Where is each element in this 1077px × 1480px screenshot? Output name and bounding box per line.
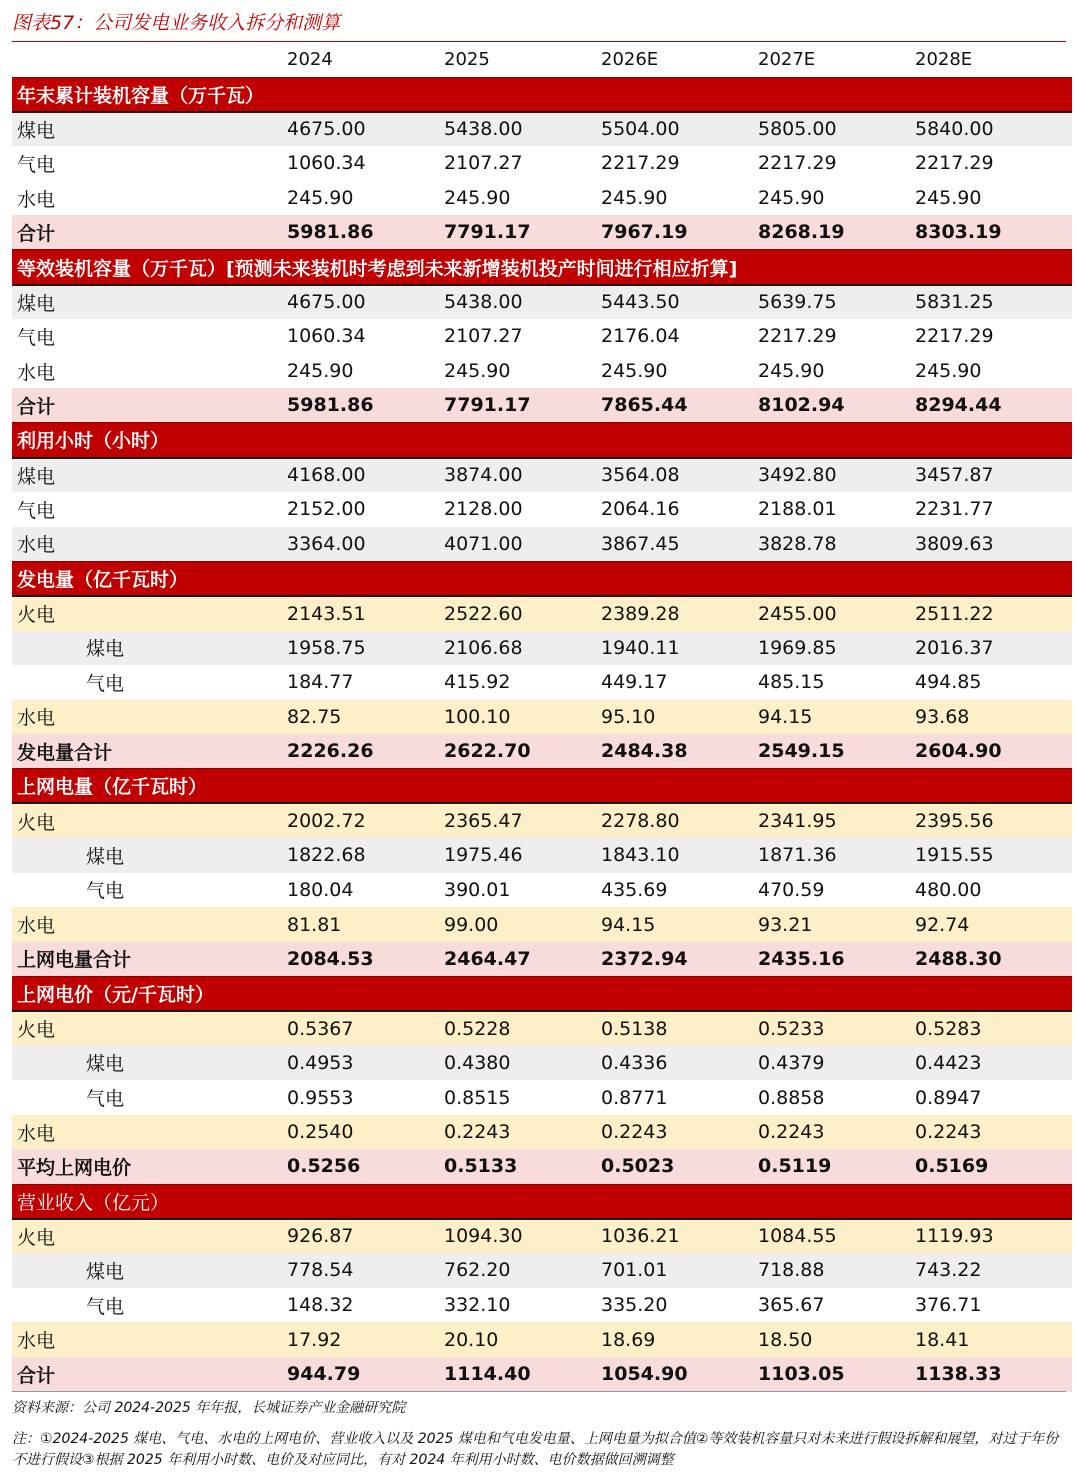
value-cell: 4168.00	[287, 458, 444, 493]
value-cell: 480.00	[915, 873, 1072, 908]
value-cell: 2084.53	[287, 942, 444, 977]
row-label: 水电	[12, 354, 287, 389]
value-cell: 245.90	[287, 354, 444, 389]
row-label: 火电	[12, 1219, 287, 1254]
value-cell: 0.5283	[915, 1011, 1072, 1046]
value-cell: 245.90	[601, 181, 758, 216]
table-row	[12, 873, 1072, 908]
value-cell: 0.5228	[444, 1011, 601, 1046]
value-cell: 81.81	[287, 907, 444, 942]
value-cell: 3874.00	[444, 458, 601, 493]
value-cell: 1060.34	[287, 319, 444, 354]
total-row	[12, 388, 1072, 423]
header-label-cell	[12, 43, 287, 77]
value-cell: 245.90	[915, 354, 1072, 389]
footer-divider	[12, 1391, 1066, 1392]
section-header-row	[12, 769, 1072, 804]
value-cell: 3828.78	[758, 527, 915, 562]
value-cell: 8303.19	[915, 215, 1072, 250]
row-label: 水电	[12, 181, 287, 216]
value-cell: 245.90	[444, 181, 601, 216]
value-cell: 4675.00	[287, 112, 444, 147]
value-cell: 1843.10	[601, 838, 758, 873]
value-cell: 2217.29	[758, 319, 915, 354]
value-cell: 3564.08	[601, 458, 758, 493]
value-cell: 0.5023	[601, 1149, 758, 1184]
value-cell: 1094.30	[444, 1219, 601, 1254]
value-cell: 18.50	[758, 1322, 915, 1357]
value-cell: 0.2243	[758, 1115, 915, 1150]
row-label: 气电	[12, 1080, 287, 1115]
value-cell: 2341.95	[758, 803, 915, 838]
value-cell: 93.21	[758, 907, 915, 942]
value-cell: 1060.34	[287, 146, 444, 181]
value-cell: 390.01	[444, 873, 601, 908]
header-year: 2026E	[601, 49, 659, 71]
value-cell: 5981.86	[287, 215, 444, 250]
value-cell: 2188.01	[758, 492, 915, 527]
value-cell: 4675.00	[287, 285, 444, 320]
row-label: 煤电	[12, 631, 287, 666]
value-cell: 184.77	[287, 665, 444, 700]
value-cell: 3492.80	[758, 458, 915, 493]
title-divider	[12, 41, 1066, 42]
value-cell: 2106.68	[444, 631, 601, 666]
value-cell: 415.92	[444, 665, 601, 700]
value-cell: 2389.28	[601, 596, 758, 631]
table-row	[12, 631, 1072, 666]
row-label: 煤电	[12, 1253, 287, 1288]
table-row	[12, 354, 1072, 389]
value-cell: 2435.16	[758, 942, 915, 977]
row-label: 气电	[12, 873, 287, 908]
value-cell: 8102.94	[758, 388, 915, 423]
row-label: 平均上网电价	[12, 1149, 287, 1184]
row-label: 水电	[12, 1322, 287, 1357]
value-cell: 7865.44	[601, 388, 758, 423]
total-row	[12, 1357, 1072, 1392]
table-row	[12, 527, 1072, 562]
value-cell: 0.4953	[287, 1046, 444, 1081]
value-cell: 245.90	[758, 181, 915, 216]
table-row	[12, 838, 1072, 873]
row-label: 煤电	[12, 112, 287, 147]
value-cell: 5981.86	[287, 388, 444, 423]
value-cell: 1084.55	[758, 1219, 915, 1254]
value-cell: 245.90	[758, 354, 915, 389]
value-cell: 18.41	[915, 1322, 1072, 1357]
section-title: 年末累计装机容量（万千瓦）	[12, 77, 1072, 112]
value-cell: 1915.55	[915, 838, 1072, 873]
value-cell: 94.15	[758, 700, 915, 735]
value-cell: 4071.00	[444, 527, 601, 562]
table-row	[12, 285, 1072, 320]
row-label: 气电	[12, 492, 287, 527]
value-cell: 2395.56	[915, 803, 1072, 838]
value-cell: 0.5367	[287, 1011, 444, 1046]
row-label: 火电	[12, 596, 287, 631]
value-cell: 1138.33	[915, 1357, 1072, 1392]
source-text: 资料来源：公司 2024-2025 年年报，长城证券产业金融研究院	[12, 1400, 406, 1416]
header-row	[12, 43, 1072, 77]
value-cell: 2152.00	[287, 492, 444, 527]
value-cell: 7791.17	[444, 215, 601, 250]
value-cell: 0.4336	[601, 1046, 758, 1081]
value-cell: 93.68	[915, 700, 1072, 735]
table-row	[12, 181, 1072, 216]
value-cell: 5438.00	[444, 285, 601, 320]
value-cell: 2226.26	[287, 734, 444, 769]
table-row	[12, 1080, 1072, 1115]
value-cell: 718.88	[758, 1253, 915, 1288]
value-cell: 2217.29	[758, 146, 915, 181]
value-cell: 926.87	[287, 1219, 444, 1254]
row-label: 煤电	[12, 1046, 287, 1081]
value-cell: 1103.05	[758, 1357, 915, 1392]
value-cell: 0.5138	[601, 1011, 758, 1046]
section-title: 上网电量（亿千瓦时）	[12, 769, 1072, 804]
table-row	[12, 700, 1072, 735]
value-cell: 1940.11	[601, 631, 758, 666]
row-label: 火电	[12, 1011, 287, 1046]
forecast-table	[12, 43, 1072, 1392]
section-title: 发电量（亿千瓦时）	[12, 561, 1072, 596]
value-cell: 0.5133	[444, 1149, 601, 1184]
value-cell: 449.17	[601, 665, 758, 700]
value-cell: 5443.50	[601, 285, 758, 320]
value-cell: 494.85	[915, 665, 1072, 700]
value-cell: 0.8771	[601, 1080, 758, 1115]
value-cell: 0.2243	[444, 1115, 601, 1150]
value-cell: 2064.16	[601, 492, 758, 527]
value-cell: 5805.00	[758, 112, 915, 147]
value-cell: 8294.44	[915, 388, 1072, 423]
value-cell: 1871.36	[758, 838, 915, 873]
section-header-row	[12, 77, 1072, 112]
value-cell: 0.8947	[915, 1080, 1072, 1115]
table-row	[12, 1046, 1072, 1081]
table-row	[12, 112, 1072, 147]
value-cell: 2484.38	[601, 734, 758, 769]
value-cell: 5504.00	[601, 112, 758, 147]
value-cell: 5639.75	[758, 285, 915, 320]
value-cell: 2604.90	[915, 734, 1072, 769]
value-cell: 701.01	[601, 1253, 758, 1288]
value-cell: 92.74	[915, 907, 1072, 942]
section-title: 等效装机容量（万千瓦）[预测未来装机时考虑到未来新增装机投产时间进行相应折算]	[12, 250, 1072, 285]
value-cell: 2372.94	[601, 942, 758, 977]
value-cell: 332.10	[444, 1288, 601, 1323]
value-cell: 245.90	[287, 181, 444, 216]
value-cell: 2522.60	[444, 596, 601, 631]
value-cell: 1975.46	[444, 838, 601, 873]
table-row	[12, 803, 1072, 838]
value-cell: 180.04	[287, 873, 444, 908]
value-cell: 5840.00	[915, 112, 1072, 147]
row-label: 上网电量合计	[12, 942, 287, 977]
value-cell: 2464.47	[444, 942, 601, 977]
value-cell: 100.10	[444, 700, 601, 735]
value-cell: 376.71	[915, 1288, 1072, 1323]
section-title: 利用小时（小时）	[12, 423, 1072, 458]
value-cell: 944.79	[287, 1357, 444, 1392]
value-cell: 0.5169	[915, 1149, 1072, 1184]
value-cell: 2002.72	[287, 803, 444, 838]
total-row	[12, 734, 1072, 769]
value-cell: 2549.15	[758, 734, 915, 769]
value-cell: 3809.63	[915, 527, 1072, 562]
table-row	[12, 492, 1072, 527]
table-row	[12, 1322, 1072, 1357]
table-row	[12, 1253, 1072, 1288]
row-label: 气电	[12, 146, 287, 181]
value-cell: 5831.25	[915, 285, 1072, 320]
value-cell: 0.4423	[915, 1046, 1072, 1081]
section-header-row	[12, 250, 1072, 285]
table-row	[12, 319, 1072, 354]
value-cell: 2622.70	[444, 734, 601, 769]
value-cell: 2488.30	[915, 942, 1072, 977]
row-label: 水电	[12, 1115, 287, 1150]
value-cell: 0.2540	[287, 1115, 444, 1150]
value-cell: 245.90	[444, 354, 601, 389]
row-label: 气电	[12, 1288, 287, 1323]
value-cell: 2455.00	[758, 596, 915, 631]
value-cell: 2016.37	[915, 631, 1072, 666]
table-row	[12, 1288, 1072, 1323]
value-cell: 2217.29	[915, 319, 1072, 354]
value-cell: 0.8515	[444, 1080, 601, 1115]
figure-title: 图表57：公司发电业务收入拆分和测算	[12, 12, 341, 34]
value-cell: 2176.04	[601, 319, 758, 354]
value-cell: 1958.75	[287, 631, 444, 666]
header-year: 2028E	[915, 49, 973, 71]
header-year: 2025	[444, 49, 490, 71]
row-label: 气电	[12, 319, 287, 354]
value-cell: 148.32	[287, 1288, 444, 1323]
value-cell: 2278.80	[601, 803, 758, 838]
value-cell: 470.59	[758, 873, 915, 908]
table-row	[12, 146, 1072, 181]
row-label: 合计	[12, 1357, 287, 1392]
value-cell: 1036.21	[601, 1219, 758, 1254]
row-label: 发电量合计	[12, 734, 287, 769]
value-cell: 2511.22	[915, 596, 1072, 631]
value-cell: 485.15	[758, 665, 915, 700]
value-cell: 2365.47	[444, 803, 601, 838]
row-label: 合计	[12, 215, 287, 250]
row-label: 煤电	[12, 458, 287, 493]
value-cell: 18.69	[601, 1322, 758, 1357]
value-cell: 365.67	[758, 1288, 915, 1323]
row-label: 气电	[12, 665, 287, 700]
row-label: 煤电	[12, 838, 287, 873]
table-row	[12, 1011, 1072, 1046]
value-cell: 8268.19	[758, 215, 915, 250]
value-cell: 82.75	[287, 700, 444, 735]
value-cell: 1969.85	[758, 631, 915, 666]
value-cell: 1119.93	[915, 1219, 1072, 1254]
value-cell: 3867.45	[601, 527, 758, 562]
value-cell: 94.15	[601, 907, 758, 942]
value-cell: 0.5119	[758, 1149, 915, 1184]
value-cell: 0.9553	[287, 1080, 444, 1115]
value-cell: 0.2243	[601, 1115, 758, 1150]
value-cell: 0.8858	[758, 1080, 915, 1115]
total-row	[12, 215, 1072, 250]
table-row	[12, 458, 1072, 493]
value-cell: 435.69	[601, 873, 758, 908]
value-cell: 0.4380	[444, 1046, 601, 1081]
value-cell: 1054.90	[601, 1357, 758, 1392]
section-header-row	[12, 561, 1072, 596]
value-cell: 1114.40	[444, 1357, 601, 1392]
value-cell: 0.5233	[758, 1011, 915, 1046]
value-cell: 743.22	[915, 1253, 1072, 1288]
section-title: 营业收入（亿元）	[12, 1184, 1072, 1219]
table-row	[12, 596, 1072, 631]
value-cell: 2217.29	[601, 146, 758, 181]
section-header-row	[12, 1184, 1072, 1219]
value-cell: 2107.27	[444, 146, 601, 181]
value-cell: 2217.29	[915, 146, 1072, 181]
row-label: 水电	[12, 907, 287, 942]
value-cell: 7967.19	[601, 215, 758, 250]
value-cell: 17.92	[287, 1322, 444, 1357]
value-cell: 2107.27	[444, 319, 601, 354]
header-year: 2024	[287, 49, 333, 71]
value-cell: 0.5256	[287, 1149, 444, 1184]
value-cell: 245.90	[915, 181, 1072, 216]
value-cell: 5438.00	[444, 112, 601, 147]
table-row	[12, 665, 1072, 700]
value-cell: 2143.51	[287, 596, 444, 631]
total-row	[12, 1149, 1072, 1184]
value-cell: 99.00	[444, 907, 601, 942]
table-row	[12, 1115, 1072, 1150]
value-cell: 1822.68	[287, 838, 444, 873]
value-cell: 2231.77	[915, 492, 1072, 527]
section-title: 上网电价（元/千瓦时）	[12, 976, 1072, 1011]
total-row	[12, 942, 1072, 977]
value-cell: 20.10	[444, 1322, 601, 1357]
row-label: 合计	[12, 388, 287, 423]
notes-text: 注：①2024-2025 煤电、气电、水电的上网电价、营业收入以及 2025 煤电和气电发电量、上网电量为拟合值②等效装机容量只对未来进行假设拆解和展望，对过于年份不进行假设③根据 2025 年利用小时数、电价及对应同比，有对 2024 年利用小时数、电价数据做回溯调整	[12, 1431, 1059, 1468]
row-label: 煤电	[12, 285, 287, 320]
value-cell: 3364.00	[287, 527, 444, 562]
value-cell: 245.90	[601, 354, 758, 389]
value-cell: 95.10	[601, 700, 758, 735]
value-cell: 3457.87	[915, 458, 1072, 493]
value-cell: 778.54	[287, 1253, 444, 1288]
value-cell: 762.20	[444, 1253, 601, 1288]
value-cell: 0.2243	[915, 1115, 1072, 1150]
value-cell: 7791.17	[444, 388, 601, 423]
table-row	[12, 907, 1072, 942]
row-label: 火电	[12, 803, 287, 838]
row-label: 水电	[12, 527, 287, 562]
section-header-row	[12, 976, 1072, 1011]
table-row	[12, 1219, 1072, 1254]
value-cell: 335.20	[601, 1288, 758, 1323]
header-year: 2027E	[758, 49, 816, 71]
value-cell: 0.4379	[758, 1046, 915, 1081]
row-label: 水电	[12, 700, 287, 735]
value-cell: 2128.00	[444, 492, 601, 527]
section-header-row	[12, 423, 1072, 458]
